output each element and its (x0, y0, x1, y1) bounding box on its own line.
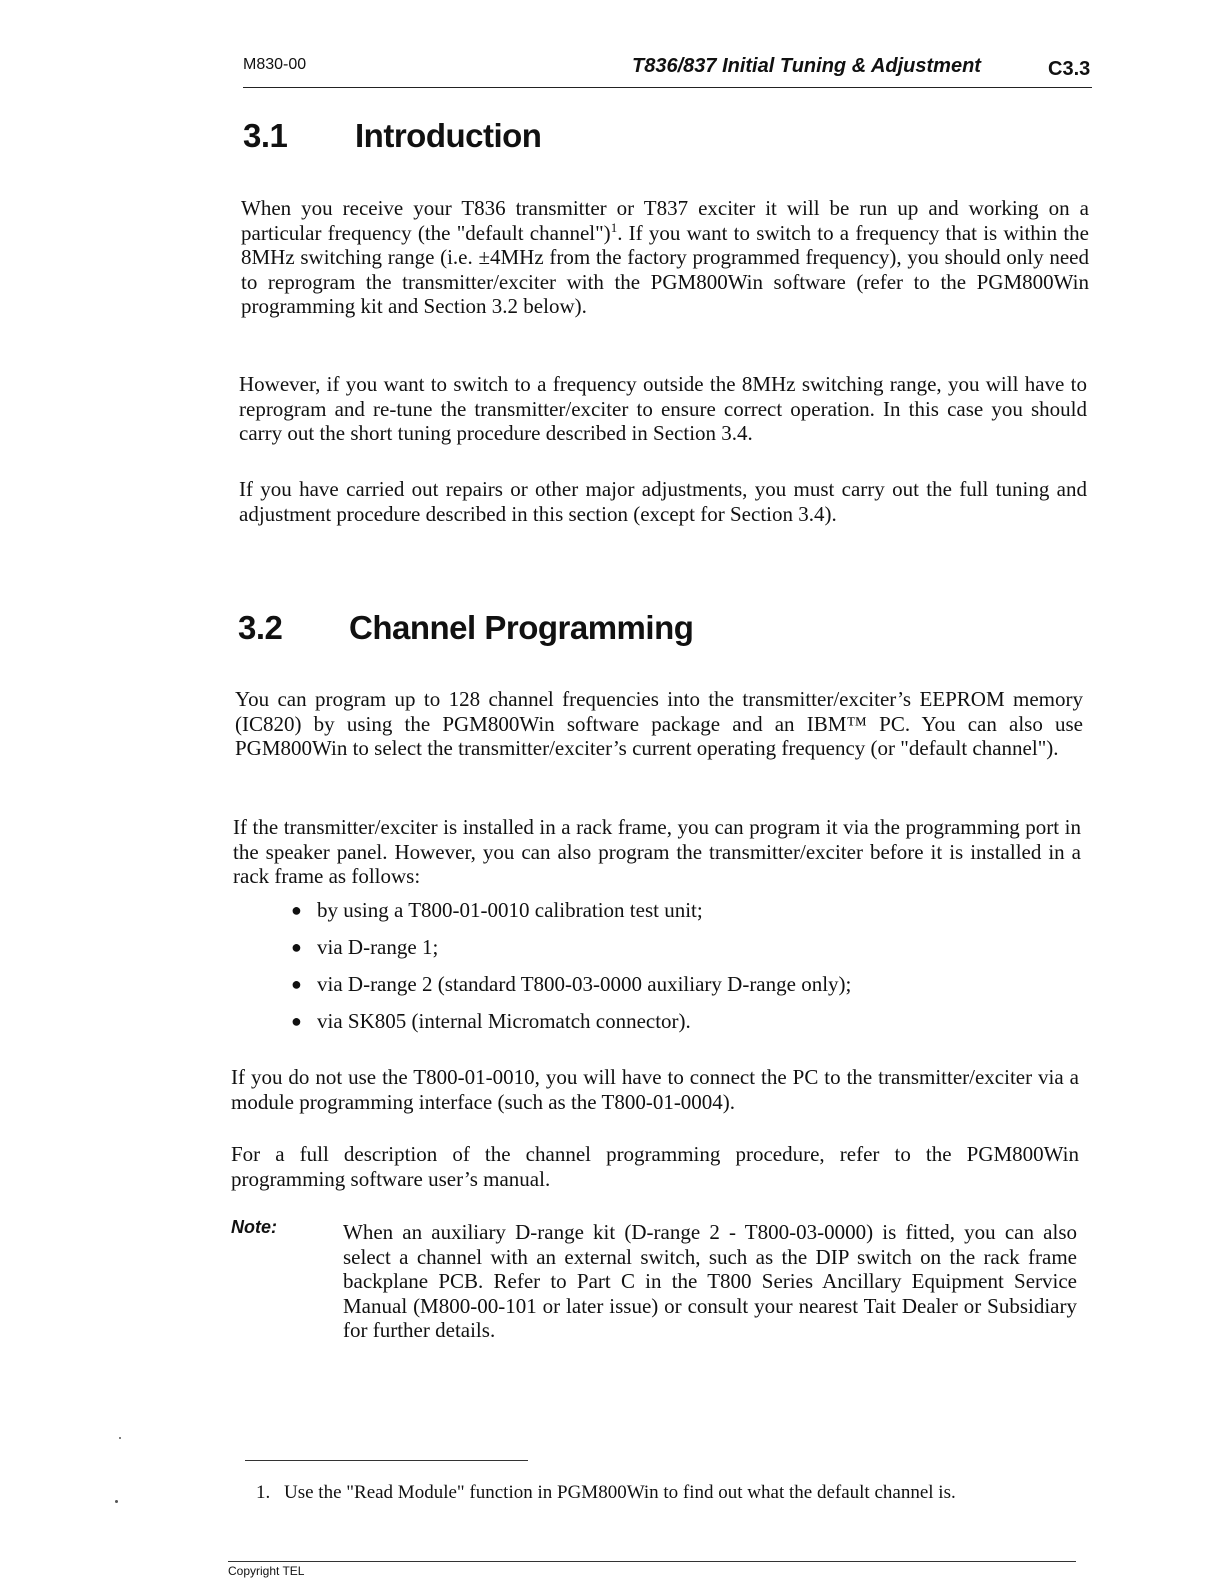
section-1-number: 3.1 (243, 117, 288, 154)
section-2-paragraph-4: For a full description of the channel programming procedure, refer to the PGM800Win programming software user’s manual. (231, 1142, 1079, 1191)
bullet-icon: ● (291, 974, 302, 994)
header-rule (243, 87, 1092, 88)
scan-speck (119, 1437, 121, 1439)
list-item: ● via D-range 1; (291, 935, 439, 959)
section-1-title: Introduction (355, 117, 542, 154)
bullet-icon: ● (291, 900, 302, 920)
footnote-number: 1. (256, 1482, 271, 1503)
section-1-paragraph-3: If you have carried out repairs or other major adjustments, you must carry out the full tuning and adjustment procedure described in this section (except for Section 3.4). (239, 477, 1087, 526)
page-number: C3.3 (1048, 58, 1091, 80)
section-2-paragraph-2: If the transmitter/exciter is installed in a rack frame, you can program it via the programming port in the speaker panel. However, you can also program the transmitter/exciter before it is installed in a rack frame as follows: (233, 815, 1081, 888)
copyright-notice: Copyright TEL (228, 1564, 305, 1578)
note-text: When an auxiliary D-range kit (D-range 2 - T800-03-0000) is fitted, you can also select a channel with an external switch, such as the DIP switch on the rack frame backplane PCB. Refer to Part C in the T800 Series Ancillary Equipment Service Manual (M800-00-101 or later issue) or consult your nearest Tait Dealer or Subsidiary for further details. (343, 1220, 1077, 1342)
bullet-icon: ● (291, 1011, 302, 1031)
footnote-reference: 1 (610, 219, 618, 235)
section-1-paragraph-2: However, if you want to switch to a frequency outside the 8MHz switching range, you will have to reprogram and re-tune the transmitter/exciter to ensure correct operation. In this case you should carry out the short tuning procedure described in Section 3.4. (239, 372, 1087, 445)
section-1-paragraph-1: When you receive your T836 transmitter or T837 exciter it will be run up and working on a particular frequency (the "default channel")$^1$. If you want to switch to a frequency that is within the 8MHz switching range (i.e. ±4MHz from the factory programmed frequency), you should only need to reprogram the transmitter/exciter with the PGM800Win software (refer to the PGM800Win programming kit and Section 3.2 below). (241, 196, 1089, 318)
section-2-paragraph-1: You can program up to 128 channel frequencies into the transmitter/exciter’s EEPROM memory (IC820) by using the PGM800Win software package and an IBM™ PC. You can also use PGM800Win to select the transmitter/exciter’s current operating frequency (or "default channel"). (235, 687, 1083, 760)
document-title: T836/837 Initial Tuning & Adjustment (632, 55, 981, 77)
footnote-rule (245, 1460, 528, 1461)
bullet-icon: ● (291, 937, 302, 957)
list-item: ● via D-range 2 (standard T800-03-0000 auxiliary D-range only); (291, 972, 852, 996)
document-id: M830-00 (243, 56, 307, 73)
list-item: ● via SK805 (internal Micromatch connector). (291, 1009, 691, 1033)
scan-speck (115, 1500, 118, 1503)
section-2-paragraph-3: If you do not use the T800-01-0010, you will have to connect the PC to the transmitter/exciter via a module programming interface (such as the T800-01-0004). (231, 1065, 1079, 1114)
programming-methods-list (291, 898, 1077, 1033)
section-2-number: 3.2 (238, 609, 283, 646)
footer-rule (228, 1561, 1076, 1562)
footnote-text: Use the "Read Module" function in PGM800Win to find out what the default channel is. (284, 1482, 956, 1503)
note-label: Note: (231, 1217, 277, 1237)
list-item: ● by using a T800-01-0010 calibration test unit; (291, 898, 703, 922)
section-2-title: Channel Programming (349, 609, 694, 646)
